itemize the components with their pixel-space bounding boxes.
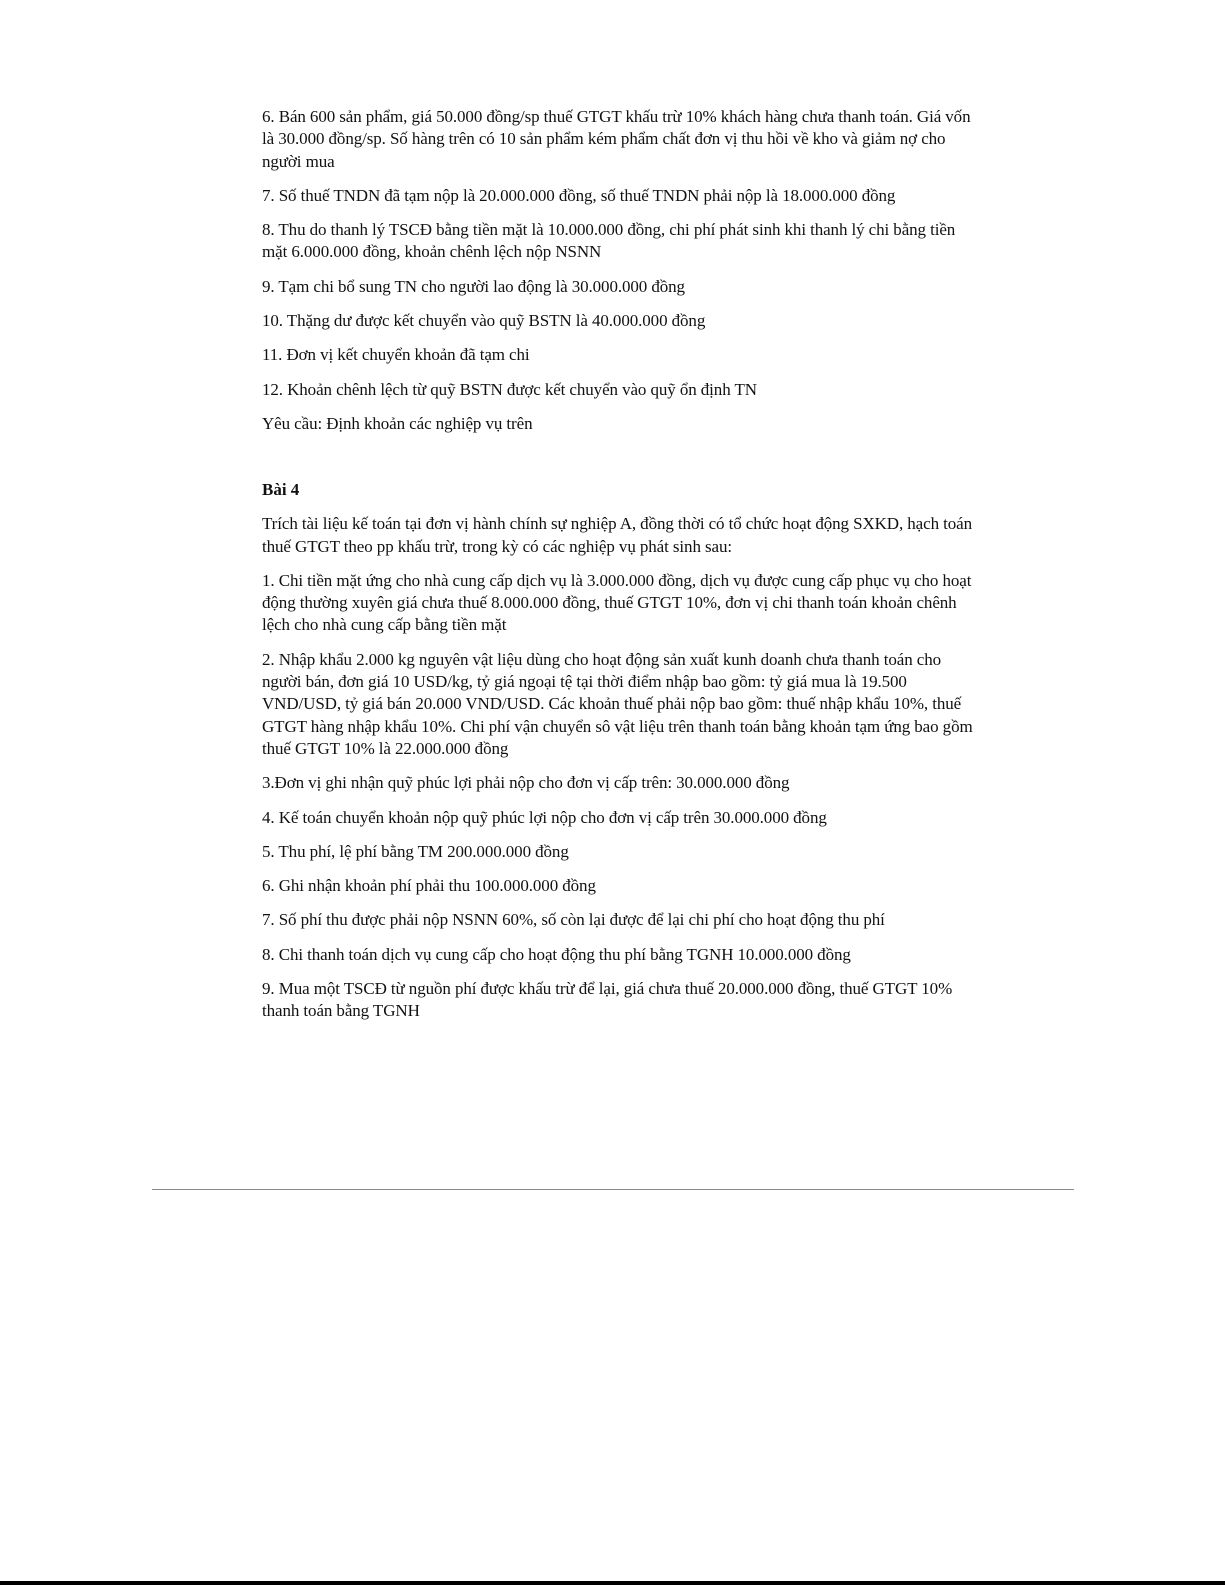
item-10-surplus-transfer: 10. Thặng dư được kết chuyển vào quỹ BSTN là 40.000.000 đồng <box>262 311 706 331</box>
list-item: 4. Kế toán chuyển khoản nộp quỹ phúc lợi nộp cho đơn vị cấp trên 30.000.000 đồng <box>262 807 827 827</box>
list-item: 9. Mua một TSCĐ từ nguồn phí được khấu trừ để lại, giá chưa thuế 20.000.000 đồng, thuế GTGT 10% thanh toán bằng TGNH <box>262 979 953 1021</box>
item-11-advance-transfer: 11. Đơn vị kết chuyển khoản đã tạm chi <box>262 345 530 365</box>
section-title: Bài 4 <box>262 480 300 500</box>
item-8-asset-liquidation: 8. Thu do thanh lý TSCĐ bằng tiền mặt là 10.000.000 đồng, chi phí phát sinh khi thanh lý chi bằng tiền mặt 6.000.000 đồng, khoản chênh lệch nộp NSNN <box>262 220 956 262</box>
list-item: 7. Số phí thu được phải nộp NSNN 60%, số còn lại được để lại chi phí cho hoạt động thu phí <box>262 910 885 930</box>
list-item: 3.Đơn vị ghi nhận quỹ phúc lợi phải nộp cho đơn vị cấp trên: 30.000.000 đồng <box>262 773 790 793</box>
list-item: 8. Chi thanh toán dịch vụ cung cấp cho hoạt động thu phí bằng TGNH 10.000.000 đồng <box>262 944 851 964</box>
section-intro: Trích tài liệu kế toán tại đơn vị hành chính sự nghiệp A, đồng thời có tổ chức hoạt động SXKD, hạch toán thuế GTGT theo pp khấu trừ, trong kỳ có các nghiệp vụ phát sinh sau: <box>262 514 972 556</box>
list-item: 2. Nhập khẩu 2.000 kg nguyên vật liệu dùng cho hoạt động sản xuất kunh doanh chưa thanh toán cho người bán, đơn giá 10 USD/kg, tỷ giá ngoại tệ tại thời điểm nhập bao gồm: tỷ giá mua là 19.500 VND/USD, tỷ giá bán 20.000 VND/USD. Các khoản thuế phải nộp bao gồm: thuế nhập khẩu 10%, thuế GTGT hàng nhập khẩu 10%. Chi phí vận chuyển sô vật liệu trên thanh toán bằng khoản tạm ứng bao gồm thuế GTGT 10% là 22.000.000 đồng <box>262 649 973 758</box>
document-page <box>262 106 974 1035</box>
page-divider <box>152 1189 1074 1190</box>
item-7-corporate-tax: 7. Số thuế TNDN đã tạm nộp là 20.000.000 đồng, số thuế TNDN phải nộp là 18.000.000 đồng <box>262 185 896 205</box>
list-item: 6. Ghi nhận khoản phí phải thu 100.000.000 đồng <box>262 876 596 896</box>
item-12-fund-transfer: 12. Khoản chênh lệch từ quỹ BSTN được kết chuyển vào quỹ ổn định TN <box>262 379 757 399</box>
item-9-supplementary-income: 9. Tạm chi bổ sung TN cho người lao động là 30.000.000 đồng <box>262 276 685 296</box>
item-6-sales: 6. Bán 600 sản phẩm, giá 50.000 đồng/sp thuế GTGT khấu trừ 10% khách hàng chưa thanh toán. Giá vốn là 30.000 đồng/sp. Số hàng trên có 10 sản phẩm kém phẩm chất đơn vị thu hồi về kho và giảm nợ cho người mua <box>262 107 971 171</box>
list-item: 5. Thu phí, lệ phí bằng TM 200.000.000 đồng <box>262 841 569 861</box>
list-item: 1. Chi tiền mặt ứng cho nhà cung cấp dịch vụ là 3.000.000 đồng, dịch vụ được cung cấp phục vụ cho hoạt động thường xuyên giá chưa thuế 8.000.000 đồng, thuế GTGT 10%, đơn vị chi thanh toán khoản chênh lệch cho nhà cung cấp bằng tiền mặt <box>262 570 972 635</box>
requirement-text: Yêu cầu: Định khoản các nghiệp vụ trên <box>262 413 533 433</box>
bottom-border <box>0 1581 1225 1585</box>
section-spacer <box>262 447 974 479</box>
